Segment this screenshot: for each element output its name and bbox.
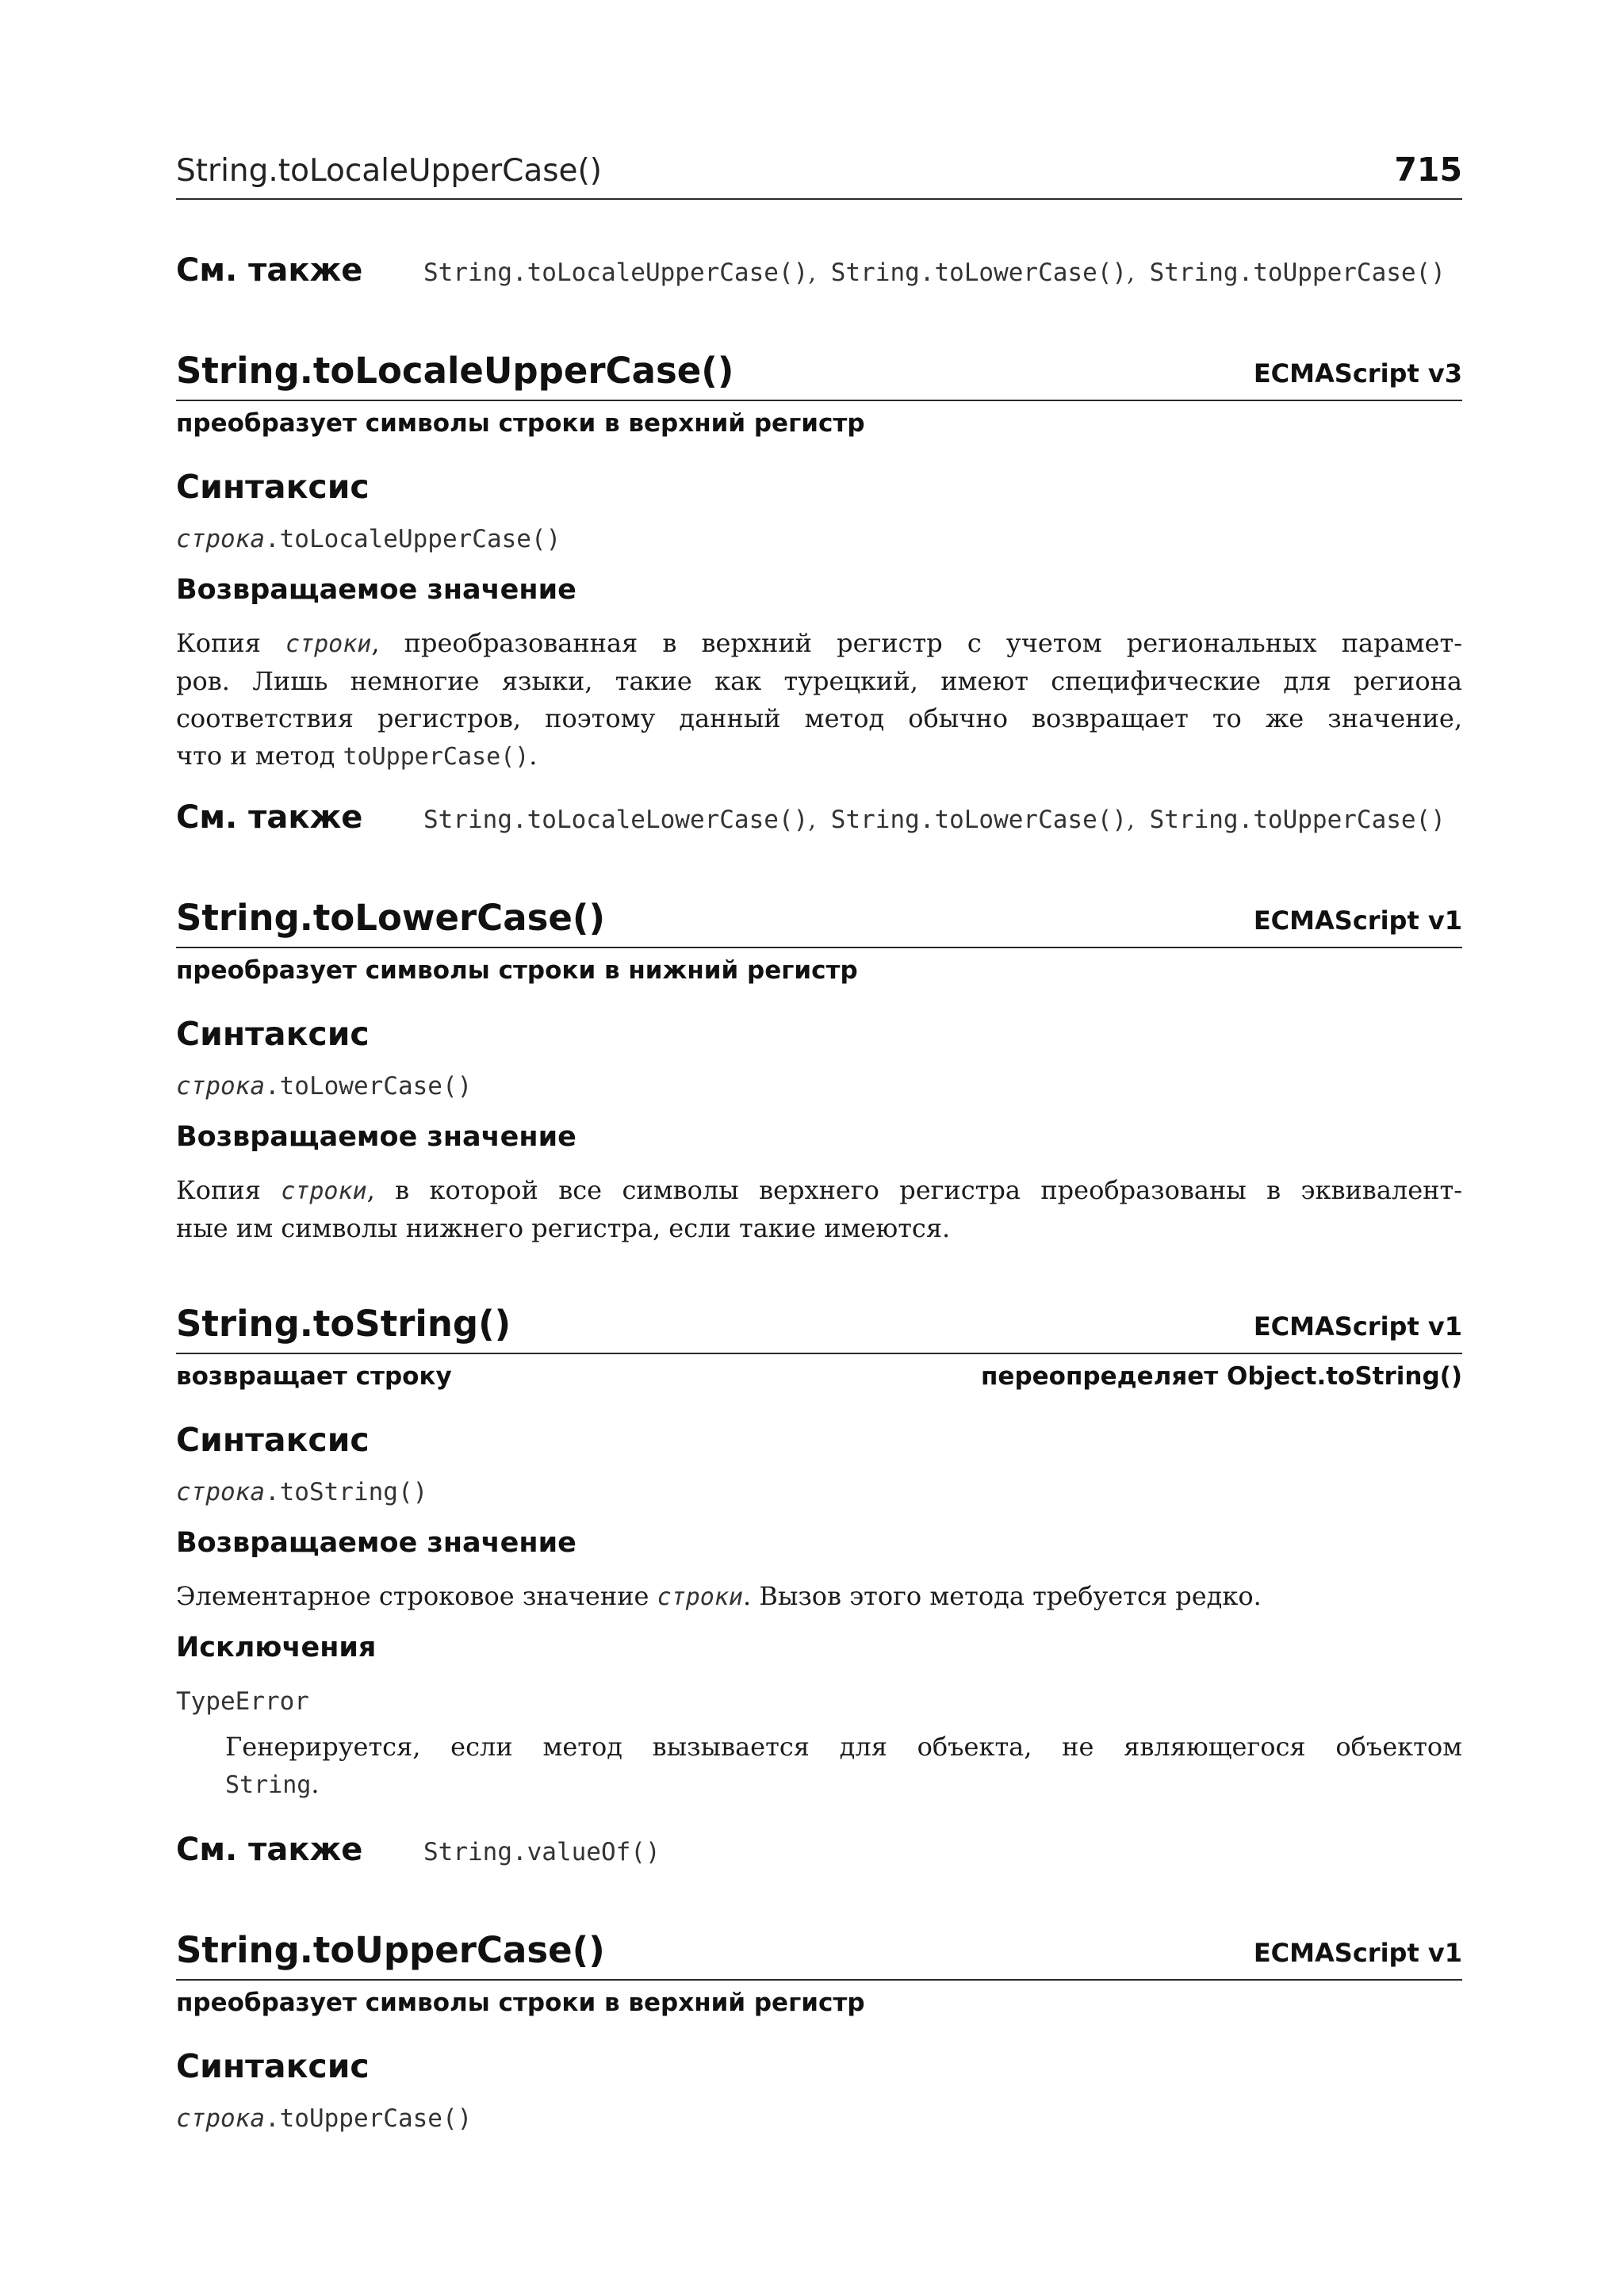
entry-version: ECMAScript v1	[1253, 1311, 1462, 1342]
syntax-code	[176, 1478, 427, 1506]
syntax-code	[176, 2104, 472, 2133]
entry-version: ECMAScript v3	[1253, 358, 1462, 389]
see-also-label: См. также	[176, 252, 363, 289]
section-heading-syntax: Синтаксис	[176, 468, 370, 506]
paragraph-line: Копия строки, преобразованная в верхний регистр с учетом региональных парамет-	[176, 628, 1463, 658]
see-also-links: String.toLocaleLowerCase(), String.toLowerCase(), String.toUpperCase()	[423, 806, 1446, 834]
syntax-variable: строка	[176, 2104, 265, 2133]
entry-header-tostring	[176, 1296, 1462, 1354]
syntax-code	[176, 525, 561, 553]
return-value-paragraph	[176, 1172, 1462, 1247]
entry-description: возвращает строку	[176, 1362, 452, 1391]
entry-header-touppercase	[176, 1922, 1462, 1981]
section-heading-syntax: Синтаксис	[176, 1015, 370, 1053]
inline-code: toUpperCase()	[343, 743, 530, 771]
see-also-link[interactable]: String.toUpperCase()	[1149, 258, 1446, 287]
paragraph-line: Копия строки, в которой все символы верхнего регистра преобразованы в эквивалент-	[176, 1175, 1463, 1205]
running-header	[176, 141, 1462, 200]
section-heading-exceptions: Исключения	[176, 1632, 377, 1663]
see-also-links	[423, 1838, 661, 1866]
entry-version: ECMAScript v1	[1253, 905, 1462, 936]
paragraph-line: что и метод toUpperCase().	[176, 741, 538, 771]
entry-description: преобразует символы строки в нижний регистр	[176, 956, 858, 985]
syntax-method: .toUpperCase()	[264, 2104, 473, 2133]
see-also-link[interactable]: String.toLowerCase()	[830, 806, 1128, 834]
paragraph-line: Генерируется, если метод вызывается для объекта, не являющегося объектом	[225, 1732, 1462, 1762]
paragraph-line: String.	[225, 1769, 320, 1799]
entry-description: преобразует символы строки в верхний регистр	[176, 409, 865, 438]
inline-code-italic: строки	[285, 630, 372, 658]
see-also-links: String.toLocaleUpperCase(), String.toLowerCase(), String.toUpperCase()	[423, 258, 1446, 287]
section-heading-return-value: Возвращаемое значение	[176, 1527, 576, 1559]
entry-header-tolowercase	[176, 890, 1462, 948]
entry-overrides: переопределяет Object.toString()	[981, 1362, 1462, 1391]
see-also-top	[176, 252, 1462, 300]
return-value-paragraph	[176, 625, 1462, 775]
entry-description: преобразует символы строки в верхний регистр	[176, 1989, 865, 2017]
see-also-link[interactable]: String.toLocaleLowerCase()	[423, 806, 809, 834]
see-also-label: См. также	[176, 799, 363, 836]
see-also-tolocaleuppercase	[176, 799, 1462, 847]
entry-version: ECMAScript v1	[1253, 1938, 1462, 1968]
syntax-variable: строка	[176, 1072, 265, 1101]
syntax-method: .toLowerCase()	[264, 1072, 473, 1101]
inline-code-italic: строки	[281, 1177, 367, 1205]
inline-code-italic: строки	[657, 1583, 743, 1611]
see-also-link[interactable]: String.valueOf()	[423, 1838, 661, 1866]
paragraph-line: ные им символы нижнего регистра, если такие имеются.	[176, 1213, 951, 1243]
section-heading-return-value: Возвращаемое значение	[176, 574, 576, 606]
syntax-variable: строка	[176, 525, 265, 553]
entry-title: String.toString()	[176, 1303, 511, 1345]
section-heading-syntax: Синтаксис	[176, 2047, 370, 2085]
entry-title: String.toUpperCase()	[176, 1929, 605, 1971]
see-also-tostring	[176, 1832, 1462, 1879]
exception-paragraph	[225, 1728, 1462, 1804]
syntax-variable: строка	[176, 1478, 265, 1506]
paragraph-line: Элементарное строковое значение строки. Вызов этого метода требуется редко.	[176, 1581, 1262, 1611]
entry-header-tolocaleuppercase	[176, 343, 1462, 401]
inline-code: String	[225, 1771, 312, 1799]
see-also-link[interactable]: String.toLocaleUpperCase()	[423, 258, 809, 287]
see-also-link[interactable]: String.toLowerCase()	[830, 258, 1128, 287]
see-also-label: См. также	[176, 1832, 363, 1868]
syntax-code	[176, 1072, 472, 1101]
section-heading-syntax: Синтаксис	[176, 1421, 370, 1459]
return-value-paragraph	[176, 1578, 1462, 1616]
exception-name: TypeError	[176, 1687, 309, 1716]
running-header-title: String.toLocaleUpperCase()	[176, 153, 602, 189]
paragraph-line: ров. Лишь немногие языки, такие как турецкий, имеют специфические для региона	[176, 666, 1462, 696]
see-also-link[interactable]: String.toUpperCase()	[1149, 806, 1446, 834]
syntax-method: .toLocaleUpperCase()	[264, 525, 561, 553]
entry-title: String.toLocaleUpperCase()	[176, 350, 734, 392]
page-number: 715	[1394, 151, 1462, 189]
paragraph-line: соответствия регистров, поэтому данный метод обычно возвращает то же значение,	[176, 703, 1462, 733]
syntax-method: .toString()	[264, 1478, 428, 1506]
section-heading-return-value: Возвращаемое значение	[176, 1121, 576, 1153]
entry-title: String.toLowerCase()	[176, 897, 606, 939]
